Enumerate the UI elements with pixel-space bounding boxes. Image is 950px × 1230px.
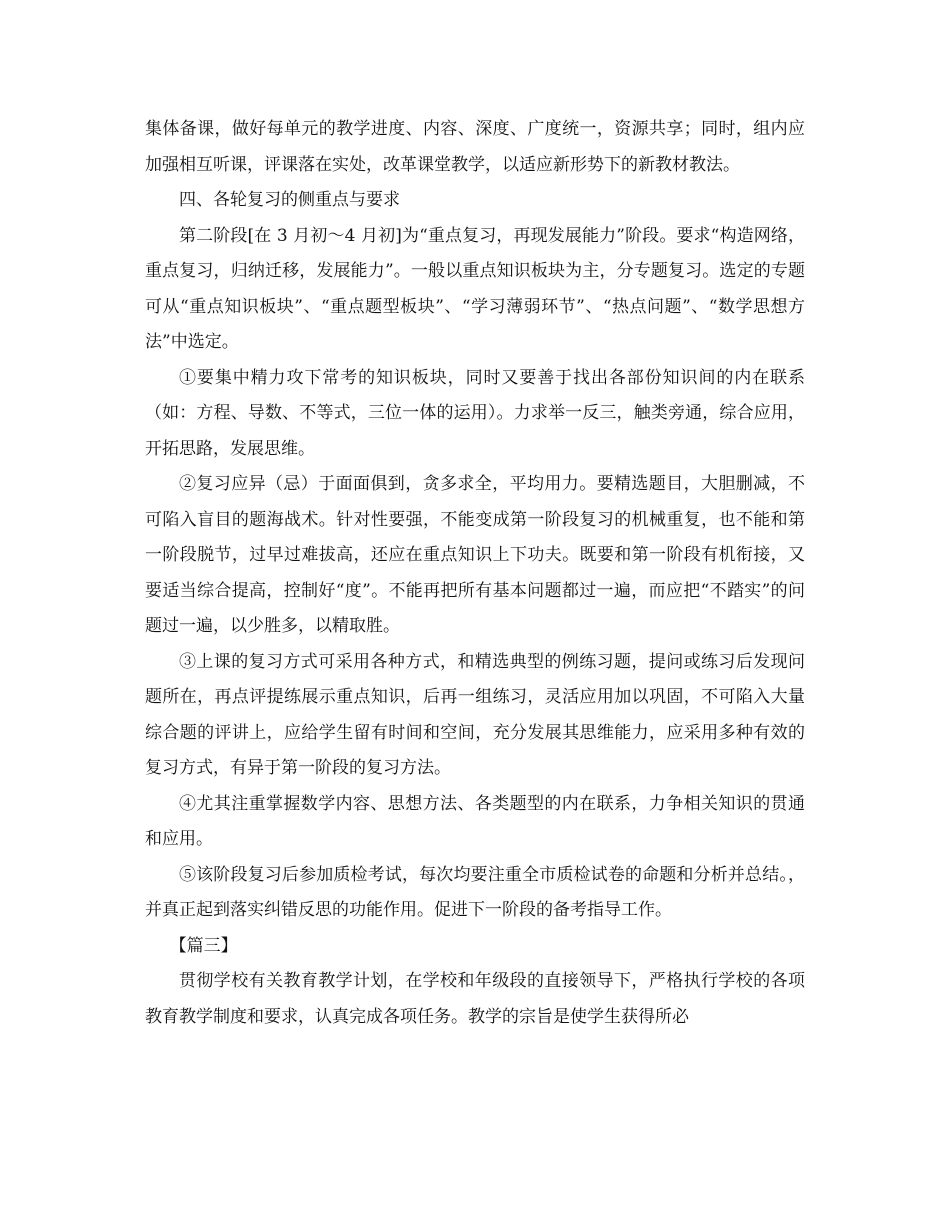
paragraph-item-4: ④尤其注重掌握数学内容、思想方法、各类题型的内在联系，力争相关知识的贯通和应用。 [145,793,805,849]
paragraph-item-2: ②复习应异（忌）于面面俱到，贪多求全，平均用力。要精选题目，大胆删减，不可陷入盲目的题海战术。针对性要强，不能变成第一阶段复习的机械重复，也不能和第一阶段脱节，过早过难拔高，还应在重点知识上下功夫。既要和第一阶段有机衔接，又要适当综合提高，控制好“度”。不能再把所有基本问题都过一遍，而应把“不踏实”的问题过一遍，以少胜多，以精取胜。 [145,474,805,636]
paragraph-item-3: ③上课的复习方式可采用各种方式，和精选典型的例练习题，提问或练习后发现问题所在，再点评提练展示重点知识，后再一组练习，灵活应用加以巩固，不可陷入大量综合题的评讲上，应给学生留有时间和空间，充分发展其思维能力，应采用多种有效的复习方式，有异于第一阶段的复习方法。 [145,651,805,778]
paragraph-part-three-body: 贯彻学校有关教育教学计划，在学校和年级段的直接领导下，严格执行学校的各项教育教学制度和要求，认真完成各项任务。教学的宗旨是使学生获得所必 [145,971,805,1027]
section-heading-four: 四、各轮复习的侧重点与要求 [179,190,400,210]
document-page [145,112,805,1035]
paragraph-item-1: ①要集中精力攻下常考的知识板块，同时又要善于找出各部份知识间的内在联系（如：方程、导数、不等式，三位一体的运用）。力求举一反三，触类旁通，综合应用，开拓思路，发展思维。 [145,367,805,459]
paragraph-stage-two: 第二阶段[在 3 月初～4 月初]为“重点复习，再现发展能力”阶段。要求“构造网络，重点复习，归纳迁移，发展能力”。一般以重点知识板块为主，分专题复习。选定的专题可从“重点知识板块”、“重点题型板块”、“学习薄弱环节”、“热点问题”、“数学思想方法”中选定。 [145,225,805,352]
paragraph-continuation: 集体备课，做好每单元的教学进度、内容、深度、广度统一，资源共享；同时，组内应加强相互听课，评课落在实处，改革课堂教学，以适应新形势下的新教材教法。 [145,119,805,175]
part-three-heading: 【篇三】 [169,935,238,956]
paragraph-item-5: ⑤该阶段复习后参加质检考试，每次均要注重全市质检试卷的命题和分析并总结。，并真正起到落实纠错反思的功能作用。促进下一阶段的备考指导工作。 [145,864,805,920]
